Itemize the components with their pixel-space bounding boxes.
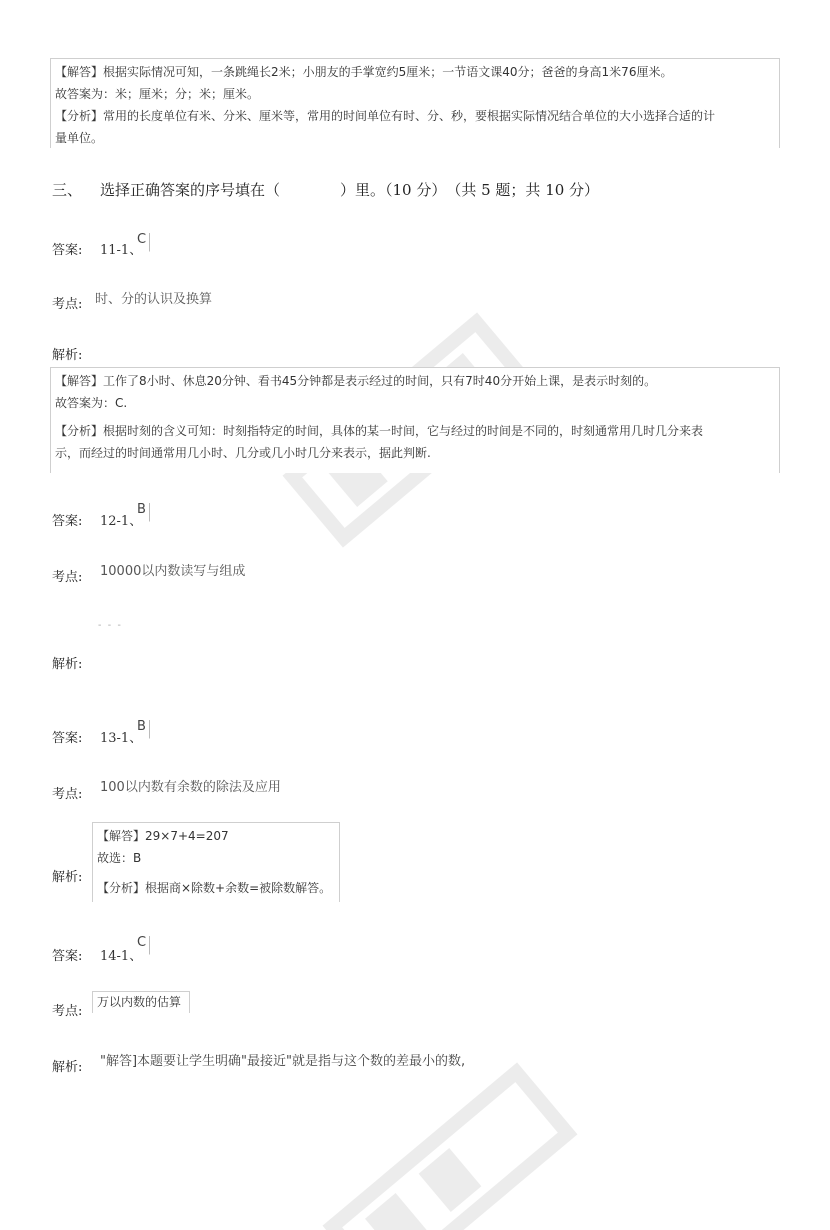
q11-analysis-line3: 【分析】根据时刻的含义可知：时刻指特定的时间，具体的某一时间，它与经过的时间是不同的，时刻通常用几时几分来表 xyxy=(55,424,704,438)
analysis-label: 解析: xyxy=(52,657,83,672)
section-title: 选择正确答案的序号填在（ ）里。（10 分） （共 5 题；共 10 分） xyxy=(100,181,600,199)
keypoint-text: 万以内数的估算 xyxy=(97,995,182,1009)
q13-solution-line1: 【解答】29×7+4=207 xyxy=(97,829,229,843)
answer-choice: C xyxy=(136,936,150,955)
section-number: 三、 xyxy=(52,181,83,199)
keypoint-text: 10000以内数读写与组成 xyxy=(100,564,246,579)
answer-label: 答案: xyxy=(52,514,83,529)
analysis-label: 解析: xyxy=(52,348,83,363)
q13-analysis-line3: 【分析】根据商×除数+余数=被除数解答。 xyxy=(97,881,332,895)
answer-choice: C xyxy=(136,233,150,252)
answer-label: 答案: xyxy=(52,949,83,964)
keypoint-text: 时、分的认识及换算 xyxy=(95,292,213,307)
analysis-text: "解答]本题要让学生明确"最接近"就是指与这个数的差最小的数, xyxy=(100,1054,466,1069)
placeholder-dots: - - - xyxy=(98,620,121,631)
keypoint-box xyxy=(92,991,190,1013)
answer-label: 答案: xyxy=(52,243,83,258)
keypoint-text: 100以内数有余数的除法及应用 xyxy=(100,780,281,795)
answer-choice: B xyxy=(136,720,150,739)
keypoint-label: 考点: xyxy=(52,1004,83,1019)
answer-choice: B xyxy=(136,503,150,522)
top-analysis-line3: 【分析】常用的长度单位有米、分米、厘米等，常用的时间单位有时、分、秒，要根据实际情况结合单位的大小选择合适的计 xyxy=(55,109,716,123)
keypoint-label: 考点: xyxy=(52,297,83,312)
keypoint-label: 考点: xyxy=(52,570,83,585)
analysis-label: 解析: xyxy=(52,1060,83,1075)
q11-analysis-line4: 示，而经过的时间通常用几小时、几分或几小时几分来表示，据此判断. xyxy=(55,446,431,460)
analysis-label: 解析: xyxy=(52,870,83,885)
top-solution-box xyxy=(50,58,780,148)
q11-solution-line2: 故答案为：C. xyxy=(55,396,128,410)
keypoint-label: 考点: xyxy=(52,787,83,802)
q11-solution-box xyxy=(50,367,780,473)
answer-label: 答案: xyxy=(52,731,83,746)
top-solution-line2: 故答案为：米；厘米；分；米；厘米。 xyxy=(55,87,260,101)
top-analysis-line4: 量单位。 xyxy=(55,131,104,145)
q13-solution-box xyxy=(92,822,340,902)
q11-solution-line1: 【解答】工作了8小时、休息20分钟、看书45分钟都是表示经过的时间，只有7时40分开始上课，是表示时刻的。 xyxy=(55,374,657,388)
answer-number: 14-1、 xyxy=(100,949,143,964)
top-solution-line1: 【解答】根据实际情况可知，一条跳绳长2米；小朋友的手掌宽约5厘米；一节语文课40分；爸爸的身高1米76厘米。 xyxy=(55,65,673,79)
answer-number: 12-1、 xyxy=(100,514,143,529)
answer-number: 13-1、 xyxy=(100,731,143,746)
q13-solution-line2: 故选：B xyxy=(97,851,142,865)
answer-number: 11-1、 xyxy=(100,243,143,258)
